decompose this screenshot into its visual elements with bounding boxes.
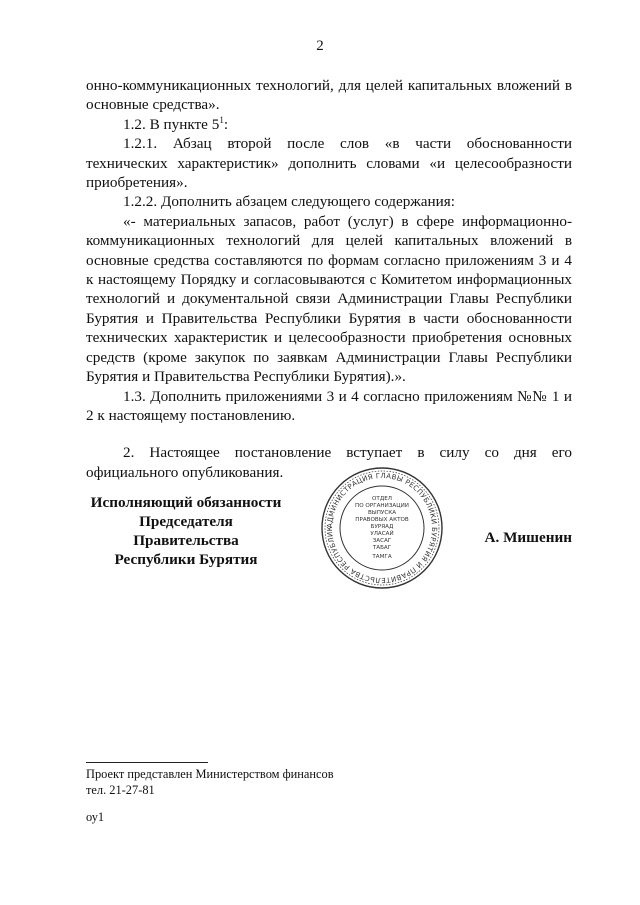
paragraph-2: 2. Настоящее постановление вступает в силу со дня его официального опубликования. [86, 444, 572, 481]
paragraph-1-2-tail: : [223, 115, 229, 133]
seal-center-line: ОТДЕЛ [372, 496, 392, 502]
seal-center-line: БУРЯАД [370, 524, 394, 530]
seal-center-line: ТАМГА [372, 554, 392, 560]
paragraph-continuation: онно-коммуникационных технологий, для целей капитальных вложений в основные средства». [86, 77, 572, 114]
seal-ring-text: АДМИНИСТРАЦИЯ ГЛАВЫ РЕСПУБЛИКИ БУРЯТИЯ И ПРАВИТЕЛЬСТВА РЕСПУБЛИК [325, 471, 439, 585]
paragraph-1-2-1: 1.2.1. Абзац второй после слов «в части обоснованности технических характеристик» дополнить словами «и целесообразности приобретения». [86, 135, 572, 192]
footnote [86, 766, 334, 798]
seal-center-line: ЗАСАГ [372, 538, 392, 544]
paragraph-1-2-2: 1.2.2. Дополнить абзацем следующего содержания: [123, 193, 455, 211]
footnote-phone: тел. 21-27-81 [86, 783, 155, 797]
paragraph-1-2-text: 1.2. В пункте 5 [123, 115, 220, 133]
document-body [86, 76, 572, 482]
seal-center-line: ПО ОРГАНИЗАЦИИ [355, 503, 409, 509]
paragraph-1-2 [86, 115, 572, 134]
seal-center-line: ТАБАГ [372, 545, 392, 551]
document-code: оу1 [86, 810, 105, 824]
official-seal-icon [320, 466, 444, 590]
signatory-title-line-2: Председателя Правительства [133, 513, 239, 549]
paragraph-1-2-superscript: 1 [219, 114, 224, 125]
seal-center-line: ПРАВОВЫХ АКТОВ [355, 517, 409, 523]
footnote-project-source: Проект представлен Министерством финансов [86, 767, 334, 781]
footnote-divider [86, 762, 208, 763]
signatory-title-line-3: Республики Бурятия [114, 551, 258, 568]
seal-center-line: УЛАСАЙ [370, 531, 394, 537]
page-number: 2 [316, 38, 324, 54]
paragraph-1-3: 1.3. Дополнить приложениями 3 и 4 согласно приложениям №№ 1 и 2 к настоящему постановлению. [86, 387, 572, 424]
seal-center-line: ВЫПУСКА [367, 510, 397, 516]
signatory-name: А. Мишенин [484, 529, 572, 546]
signatory-title [86, 493, 286, 569]
paragraph-quoted-addition: «- материальных запасов, работ (услуг) в сфере информационно-коммуникационных технологий для целей капитальных вложений в основные средства составляются по формам согласно приложениям 3 и 4 к настоящему Порядку и согласовываются с Комитетом информационных технологий и документальной связи Администрации Главы Республики Бурятия и Правительства Республики Бурятия в части обоснованности технических характеристик и целесообразности приобретения основных средств (кроме закупок по заявкам Администрации Главы Республики Бурятия и Правительства Республики Бурятия).». [86, 212, 572, 386]
signatory-title-line-1: Исполняющий обязанности [90, 494, 282, 511]
